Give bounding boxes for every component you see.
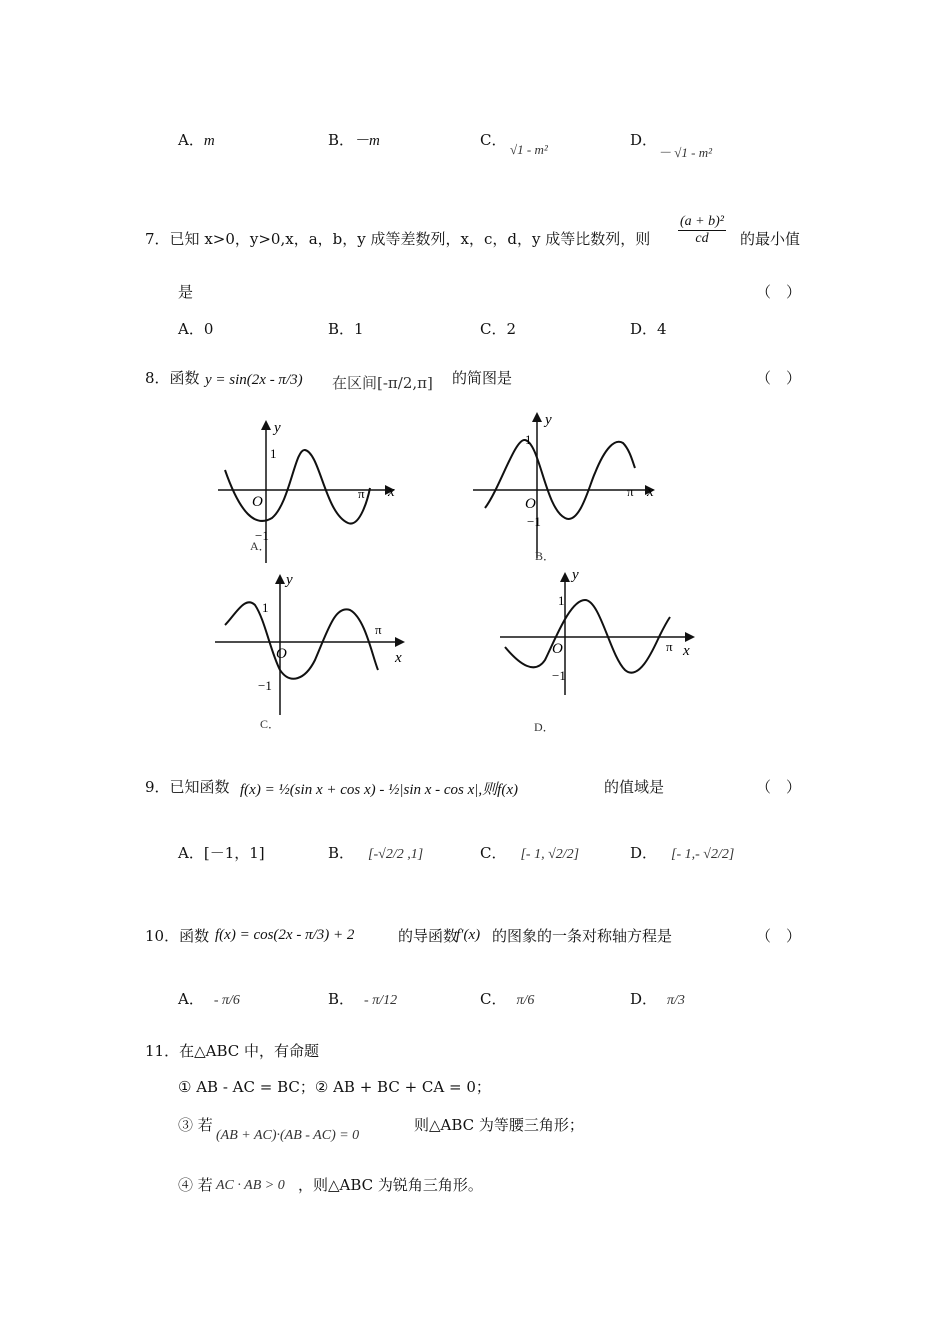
q6-option-c-value: √1 - m²	[510, 142, 548, 157]
q9-paren: （ ）	[756, 778, 802, 796]
q7-option-b: B．1	[328, 320, 364, 338]
q8-interval: 在区间[-π/2,π]	[332, 374, 433, 392]
svg-text:1: 1	[262, 600, 269, 615]
q11-proposition-3-post: 则△ABC 为等腰三角形；	[414, 1116, 584, 1134]
graph-a-label: A．	[250, 539, 271, 553]
svg-text:O: O	[276, 646, 287, 662]
q7-fraction: $\frac{\text{(a + b)²}}{cd}$	[680, 214, 724, 247]
q10-tail: 的图象的一条对称轴方程是	[492, 927, 673, 945]
q10-option-a: A． - π/6	[178, 990, 240, 1008]
q9-option-a: A．[－1，1]	[178, 844, 265, 862]
svg-text:x: x	[683, 643, 690, 659]
svg-text:1: 1	[270, 446, 277, 461]
q7-text: 已知 x>0，y>0,x，a，b，y 成等差数列，x，c，d，y 成等比数列，则	[169, 230, 651, 248]
svg-text:O: O	[552, 641, 563, 657]
q10-option-d: D． π/3	[630, 990, 685, 1008]
q6-option-a: A．m	[178, 131, 215, 149]
q8-graph-b	[465, 408, 675, 563]
q9-option-c: C． [- 1, √2/2]	[480, 844, 580, 862]
q10-formula: f(x) = cos(2x - π/3) + 2	[215, 927, 355, 943]
svg-text:y: y	[572, 567, 579, 583]
q11-stem: 11．在△ABC 中，有命题	[145, 1042, 320, 1060]
graph-b-label: B．	[535, 549, 556, 563]
graph-d-label: D．	[534, 720, 555, 734]
svg-text:1: 1	[558, 593, 565, 608]
svg-text:x: x	[647, 484, 654, 500]
svg-text:−1: −1	[552, 668, 566, 683]
q8-number: 8．	[145, 369, 170, 387]
svg-text:π: π	[358, 486, 365, 501]
svg-text:x: x	[388, 484, 395, 500]
q7-stem	[145, 228, 650, 249]
q7-option-a: A．0	[178, 320, 214, 338]
svg-text:y: y	[274, 420, 281, 436]
q11-proposition-4-formula: AC · AB > 0	[216, 1178, 285, 1193]
q9-tail: 的值域是	[604, 778, 665, 796]
q9-option-d: D． [- 1,- √2/2]	[630, 844, 735, 862]
svg-text:π: π	[627, 484, 634, 499]
svg-text:y: y	[286, 572, 293, 588]
q10-option-c: C． π/6	[480, 990, 535, 1008]
svg-text:O: O	[252, 494, 263, 510]
q8-paren: （ ）	[756, 369, 802, 387]
q6-option-d-value: － √1 - m²	[658, 145, 712, 160]
q8-formula: y = sin(2x - π/3)	[205, 372, 303, 388]
svg-text:−1: −1	[255, 528, 269, 543]
q10-stem: 10．函数	[145, 927, 210, 945]
svg-text:1: 1	[525, 432, 532, 447]
q11-proposition-4-pre: ④ 若	[178, 1176, 213, 1194]
svg-text:x: x	[395, 650, 402, 666]
q7-tail: 的最小值	[740, 230, 801, 248]
q8-graph-a	[200, 418, 410, 568]
q11-proposition-4-post: ，则△ABC 为锐角三角形。	[298, 1176, 483, 1194]
q10-mid: 的导函数	[398, 927, 459, 945]
svg-text:−1: −1	[258, 678, 272, 693]
graph-c-label: C．	[260, 717, 281, 730]
q7-option-d: D．4	[630, 320, 667, 338]
q6-option-c-label: C．	[480, 131, 507, 149]
q7-number: 7．	[145, 230, 170, 248]
svg-text:π: π	[375, 622, 382, 637]
q9-option-b: B． [-√2/2 ,1]	[328, 844, 424, 862]
svg-text:−1: −1	[527, 514, 541, 529]
q10-option-b: B． - π/12	[328, 990, 398, 1008]
q11-proposition-3-pre: ③ 若	[178, 1116, 213, 1134]
q11-propositions-1-2: ① AB - AC = BC；② AB + BC + CA = 0；	[178, 1078, 491, 1096]
q7-option-c: C．2	[480, 320, 517, 338]
q8-stem: 8．函数	[145, 369, 200, 387]
q9-formula: f(x) = ½(sin x + cos x) - ½|sin x - cos x|,则f(x)	[240, 782, 518, 798]
q10-derivative: f′(x)	[456, 927, 481, 943]
svg-text:y: y	[545, 412, 552, 428]
q10-paren: （ ）	[756, 927, 802, 945]
q7-paren: （ ）	[756, 283, 802, 301]
svg-text:π: π	[666, 639, 673, 654]
q8-graph-c	[200, 570, 415, 730]
q8-graph-d	[490, 565, 700, 735]
q11-proposition-3-formula: (AB + AC)·(AB - AC) = 0	[216, 1128, 360, 1143]
q7-line2: 是	[178, 283, 194, 301]
q8-tail: 的简图是	[452, 369, 513, 387]
q6-option-d-label: D．	[630, 131, 658, 149]
q6-option-b: B．－m	[328, 131, 380, 149]
q9-stem: 9．已知函数	[145, 778, 230, 796]
svg-text:O: O	[525, 496, 536, 512]
